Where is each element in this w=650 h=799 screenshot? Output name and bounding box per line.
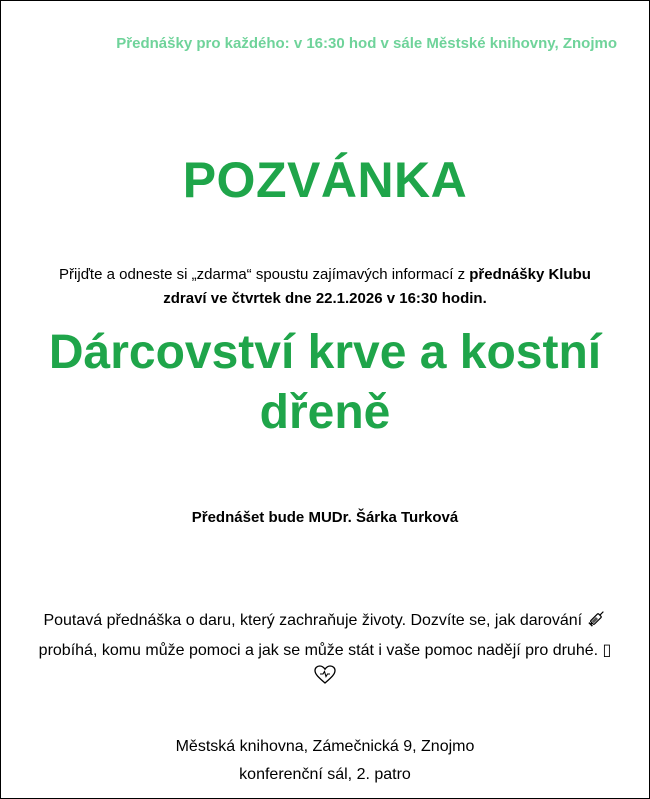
syringe-icon: [587, 608, 607, 637]
lecture-title: [21, 323, 629, 443]
address-line1: Městská knihovna, Zámečnická 9, Znojmo: [175, 738, 475, 755]
invite-text-intro: Přijďte a odneste si „zdarma“ spoustu zajímavých informací z: [59, 266, 470, 283]
header-line: Přednášky pro každého: v 16:30 hod v sále Městské knihovny, Znojmo: [116, 35, 617, 52]
description-part2: probíhá, komu může pomoci a jak se může stát i vaše pomoc nadějí pro druhé.: [38, 642, 603, 659]
invite-text: [41, 263, 609, 311]
lecture-title-line2: dřeně: [259, 386, 391, 439]
lecturer-line: Přednášet bude MUDr. Šárka Turková: [191, 509, 459, 526]
missing-glyph-box: ▯: [602, 642, 612, 659]
address-block: [1, 733, 649, 789]
description-text: [37, 607, 613, 694]
invite-text-bold: přednášky Klubu zdraví ve čtvrtek dne 22.1.2026 v 16:30 hodin.: [163, 266, 591, 307]
description-part1: Poutavá přednáška o daru, který zachraňuje životy. Dozvíte se, jak darování: [43, 612, 587, 629]
address-line2: konferenční sál, 2. patro: [239, 766, 411, 783]
page-title: POZVÁNKA: [182, 152, 468, 208]
lecture-title-line1: Dárcovství krve a kostní: [48, 326, 602, 379]
heart-icon: [314, 665, 336, 694]
